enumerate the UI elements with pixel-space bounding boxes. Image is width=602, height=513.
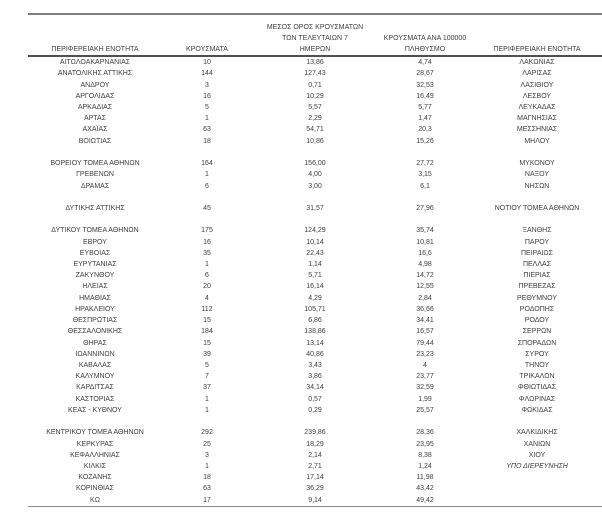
table-row: [28, 225, 602, 236]
header-label-line1: ΚΡΟΥΣΜΑΤΑ ΑΝΑ 100000: [383, 35, 467, 42]
cell-avg7: 3,86: [308, 373, 322, 381]
cell-avg7: 138,86: [304, 328, 326, 336]
cell-per100k: 27,72: [416, 160, 434, 168]
cell-region: ΚΩ: [90, 496, 100, 504]
cell-avg7: 239,86: [304, 429, 326, 437]
table-row: [28, 102, 602, 113]
cell-region: ΕΥΡΥΤΑΝΙΑΣ: [73, 261, 117, 269]
cell-region: ΘΕΣΣΑΛΟΝΙΚΗΣ: [67, 328, 123, 336]
cell-region: ΘΕΣΠΡΩΤΙΑΣ: [72, 317, 118, 325]
top-rule: [28, 13, 602, 15]
cell-region: ΚΟΖΑΝΗΣ: [78, 474, 112, 482]
cell-region2: ΧΙΟΥ: [528, 451, 546, 459]
table-row: [28, 180, 602, 191]
cell-avg7: 5,71: [308, 272, 322, 280]
table-row: [28, 450, 602, 461]
header-cases: [162, 17, 252, 55]
cell-region2: ΣΕΡΡΩΝ: [522, 328, 552, 336]
cell-cases: 16: [203, 238, 211, 246]
cell-region2: ΦΩΚΙΔΑΣ: [521, 406, 553, 414]
cell-avg7: 1,14: [308, 261, 322, 269]
table-row: [28, 237, 602, 248]
cell-cases: 15: [203, 339, 211, 347]
cell-region: ΚΑΒΑΛΑΣ: [78, 362, 112, 370]
cell-avg7: 0,71: [308, 81, 322, 89]
cell-per100k: 23,95: [416, 440, 434, 448]
cell-per100k: 1,24: [418, 462, 432, 470]
table-row: [28, 124, 602, 135]
cell-region: ΚΑΡΔΙΤΣΑΣ: [76, 384, 114, 392]
header-label-line1: ΜΕΣΟΣ ΟΡΟΣ ΚΡΟΥΣΜΑΤΩΝ: [266, 24, 364, 31]
header-regional-unit-left: [28, 17, 162, 55]
cell-avg7: 10,86: [306, 137, 324, 145]
cell-cases: 1: [205, 115, 209, 123]
cell-region: ΒΟΙΩΤΙΑΣ: [78, 137, 112, 145]
cell-cases: 18: [203, 474, 211, 482]
cell-per100k: 35,74: [416, 227, 434, 235]
cell-per100k: 16,6: [418, 249, 432, 257]
cell-avg7: 10,29: [306, 92, 324, 100]
cell-cases: 16: [203, 92, 211, 100]
cell-cases: 4: [205, 294, 209, 302]
cell-region2: ΜΕΣΣΗΝΙΑΣ: [516, 126, 558, 134]
cell-region: ΘΗΡΑΣ: [83, 339, 107, 347]
cell-cases: 5: [205, 362, 209, 370]
cell-avg7: 2,71: [308, 462, 322, 470]
cell-region2: ΜΑΓΝΗΣΙΑΣ: [517, 115, 557, 123]
cell-region2: ΛΕΣΒΟΥ: [522, 92, 552, 100]
table-row: [28, 394, 602, 405]
cell-region: ΔΡΑΜΑΣ: [80, 182, 110, 190]
table-row: [28, 427, 602, 438]
cell-cases: 3: [205, 451, 209, 459]
cell-region2: ΦΛΩΡΙΝΑΣ: [518, 395, 556, 403]
cell-cases: 15: [203, 317, 211, 325]
table-row: [28, 91, 602, 102]
cell-cases: 164: [201, 160, 213, 168]
cell-avg7: 36,29: [306, 485, 324, 493]
cell-region: ΚΕΡΚΥΡΑΣ: [76, 440, 114, 448]
table-row: [28, 304, 602, 315]
header-label-line3: ΗΜΕΡΩΝ: [299, 46, 331, 53]
cell-region2: ΡΟΔΟΠΗΣ: [519, 305, 555, 313]
cell-per100k: 2,84: [418, 294, 432, 302]
cell-avg7: 6,86: [308, 317, 322, 325]
cell-region2: ΞΑΝΘΗΣ: [522, 227, 552, 235]
cell-region: ΙΩΑΝΝΙΝΩΝ: [75, 350, 115, 358]
cell-per100k: 6,1: [420, 182, 430, 190]
cell-per100k: 34,41: [416, 317, 434, 325]
cell-avg7: 13,86: [306, 59, 324, 67]
cell-region2: ΜΥΚΟΝΟΥ: [519, 160, 555, 168]
table-header: [28, 17, 602, 55]
table-row: [28, 360, 602, 371]
cell-per100k: 16,49: [416, 92, 434, 100]
cell-avg7: 22,43: [306, 249, 324, 257]
table-row: [28, 57, 602, 68]
cell-region2: ΠΕΛΛΑΣ: [522, 261, 552, 269]
cell-region: ΓΡΕΒΕΝΩΝ: [76, 171, 114, 179]
cell-cases: 1: [205, 462, 209, 470]
cell-region2: ΝΟΤΙΟΥ ΤΟΜΕΑ ΑΘΗΝΩΝ: [494, 204, 580, 212]
cell-per100k: 32,53: [416, 81, 434, 89]
cell-avg7: 0,29: [308, 406, 322, 414]
cell-per100k: 79,44: [416, 339, 434, 347]
cell-region: ΚΑΛΥΜΝΟΥ: [75, 373, 115, 381]
cell-per100k: 23,23: [416, 350, 434, 358]
cell-region: ΚΟΡΙΝΘΙΑΣ: [76, 485, 114, 493]
cell-cases: 37: [203, 384, 211, 392]
cell-per100k: 32,59: [416, 384, 434, 392]
cell-per100k: 4,74: [418, 59, 432, 67]
table-row: [28, 113, 602, 124]
cell-region2: ΤΗΝΟΥ: [524, 362, 550, 370]
cell-avg7: 54,71: [306, 126, 324, 134]
table-body: [28, 57, 602, 506]
cell-cases: 39: [203, 350, 211, 358]
header-label-line2: ΤΩΝ ΤΕΛΕΥΤΑΙΩΝ 7: [282, 35, 348, 42]
table-row: [28, 169, 602, 180]
table-row: [28, 68, 602, 79]
table-row: [28, 79, 602, 90]
table-row-blank: [28, 147, 602, 158]
cell-region: ΚΕΦΑΛΛΗΝΙΑΣ: [70, 451, 120, 459]
cell-region2: ΝΗΣΩΝ: [524, 182, 550, 190]
bottom-rule: [28, 506, 602, 507]
header-regional-unit-right: [472, 17, 602, 55]
cell-region2: ΣΠΟΡΑΔΩΝ: [517, 339, 557, 347]
table-row-blank: [28, 192, 602, 203]
cell-avg7: 4,29: [308, 294, 322, 302]
cell-region: ΑΡΚΑΔΙΑΣ: [77, 103, 113, 111]
cell-avg7: 156,00: [304, 160, 326, 168]
table-row-blank: [28, 416, 602, 427]
cell-per100k: 12,55: [416, 283, 434, 291]
cell-region: ΑΝΔΡΟΥ: [80, 81, 110, 89]
cell-per100k: 25,57: [416, 406, 434, 414]
table-row: [28, 438, 602, 449]
cell-per100k: 4: [423, 362, 427, 370]
header-label: ΠΕΡΙΦΕΡΕΙΑΚΗ ΕΝΟΤΗΤΑ: [493, 46, 581, 53]
cell-cases: 6: [205, 272, 209, 280]
cell-per100k: 4,98: [418, 261, 432, 269]
cell-avg7: 105,71: [304, 305, 326, 313]
cell-per100k: 1,99: [418, 395, 432, 403]
cell-avg7: 127,43: [304, 70, 326, 78]
cell-avg7: 2,29: [308, 115, 322, 123]
cell-cases: 1: [205, 171, 209, 179]
cell-region2: ΠΑΡΟΥ: [524, 238, 550, 246]
header-avg-7day: [252, 17, 378, 55]
cell-region2: ΠΕΙΡΑΙΩΣ: [521, 249, 553, 257]
cell-region2: ΧΑΝΙΩΝ: [523, 440, 551, 448]
cell-region: ΑΧΑΪΑΣ: [82, 126, 108, 134]
cell-region: ΔΥΤΙΚΟΥ ΤΟΜΕΑ ΑΘΗΝΩΝ: [51, 227, 139, 235]
cell-per100k: 20,3: [418, 126, 432, 134]
table-row: [28, 326, 602, 337]
table-row: [28, 472, 602, 483]
cell-avg7: 34,14: [306, 384, 324, 392]
cell-region: ΒΟΡΕΙΟΥ ΤΟΜΕΑ ΑΘΗΝΩΝ: [50, 160, 140, 168]
table-row-blank: [28, 214, 602, 225]
cell-cases: 144: [201, 70, 213, 78]
cell-region2: ΛΑΣΙΘΙΟΥ: [520, 81, 554, 89]
cell-region2: ΥΠΟ ΔΙΕΡΕΥΝΗΣΗ: [506, 462, 568, 470]
cell-cases: 1: [205, 261, 209, 269]
cell-region2: ΡΕΘΥΜΝΟΥ: [516, 294, 557, 302]
cell-region: ΑΙΤΩΛΟΑΚΑΡΝΑΝΙΑΣ: [59, 59, 131, 67]
cell-region: ΚΙΛΚΙΣ: [83, 462, 107, 470]
cell-per100k: 14,72: [416, 272, 434, 280]
header-cases-per-100k: [378, 17, 472, 55]
cell-cases: 184: [201, 328, 213, 336]
cell-per100k: 3,15: [418, 171, 432, 179]
cell-region2: ΜΗΛΟΥ: [524, 137, 550, 145]
cell-region2: ΧΑΛΚΙΔΙΚΗΣ: [516, 429, 558, 437]
cell-per100k: 23,77: [416, 373, 434, 381]
table-row: [28, 158, 602, 169]
cell-avg7: 16,14: [306, 283, 324, 291]
cell-cases: 20: [203, 283, 211, 291]
cell-region: ΚΑΣΤΟΡΙΑΣ: [75, 395, 115, 403]
cell-region: ΚΕΝΤΡΙΚΟΥ ΤΟΜΕΑ ΑΘΗΝΩΝ: [46, 429, 144, 437]
cell-region2: ΣΥΡΟΥ: [525, 350, 549, 358]
cell-per100k: 8,38: [418, 451, 432, 459]
cell-region2: ΛΑΡΙΣΑΣ: [522, 70, 552, 78]
cell-region2: ΦΘΙΩΤΙΔΑΣ: [517, 384, 557, 392]
table-row: [28, 259, 602, 270]
cell-region: ΗΜΑΘΙΑΣ: [79, 294, 111, 302]
table-row: [28, 270, 602, 281]
cell-cases: 1: [205, 395, 209, 403]
cell-avg7: 10,14: [306, 238, 324, 246]
cell-per100k: 16,57: [416, 328, 434, 336]
cell-cases: 10: [203, 59, 211, 67]
cell-region2: ΛΑΚΩΝΙΑΣ: [519, 59, 555, 67]
table-row: [28, 203, 602, 214]
cell-avg7: 124,29: [304, 227, 326, 235]
cell-region: ΑΡΓΟΛΙΔΑΣ: [75, 92, 115, 100]
cell-region: ΖΑΚΥΝΘΟΥ: [75, 272, 115, 280]
cell-avg7: 17,14: [306, 474, 324, 482]
cell-cases: 63: [203, 126, 211, 134]
table-row: [28, 337, 602, 348]
cell-region: ΕΒΡΟΥ: [83, 238, 107, 246]
cell-cases: 18: [203, 137, 211, 145]
table-row: [28, 281, 602, 292]
cell-per100k: 49,42: [416, 496, 434, 504]
table-row: [28, 349, 602, 360]
cell-cases: 63: [203, 485, 211, 493]
cell-per100k: 5,77: [418, 103, 432, 111]
table-row: [28, 248, 602, 259]
cell-avg7: 0,57: [308, 395, 322, 403]
cell-cases: 25: [203, 440, 211, 448]
header-label: ΠΕΡΙΦΕΡΕΙΑΚΗ ΕΝΟΤΗΤΑ: [51, 46, 139, 53]
cell-cases: 1: [205, 406, 209, 414]
cell-region2: ΤΡΙΚΑΛΩΝ: [519, 373, 555, 381]
cell-region: ΑΡΤΑΣ: [83, 115, 107, 123]
cell-per100k: 28,36: [416, 429, 434, 437]
cell-avg7: 31,57: [306, 204, 324, 212]
cell-per100k: 11,98: [416, 474, 434, 482]
table-row: [28, 293, 602, 304]
cell-region: ΚΕΑΣ - ΚΥΘΝΟΥ: [68, 406, 122, 414]
cell-per100k: 10,81: [416, 238, 434, 246]
cell-cases: 3: [205, 81, 209, 89]
table-row: [28, 461, 602, 472]
cell-region: ΑΝΑΤΟΛΙΚΗΣ ΑΤΤΙΚΗΣ: [57, 70, 133, 78]
cell-cases: 175: [201, 227, 213, 235]
cell-cases: 5: [205, 103, 209, 111]
cell-avg7: 9,14: [308, 496, 322, 504]
cell-cases: 292: [201, 429, 213, 437]
cell-per100k: 43,42: [416, 485, 434, 493]
cell-avg7: 18,29: [306, 440, 324, 448]
cell-cases: 6: [205, 182, 209, 190]
cell-region2: ΝΑΞΟΥ: [524, 171, 550, 179]
cell-avg7: 2,14: [308, 451, 322, 459]
cell-avg7: 3,00: [308, 182, 322, 190]
table-row: [28, 371, 602, 382]
cell-cases: 7: [205, 373, 209, 381]
cell-avg7: 5,57: [308, 103, 322, 111]
table-row: [28, 495, 602, 506]
cell-per100k: 1,47: [418, 115, 432, 123]
table-row: [28, 315, 602, 326]
table-row: [28, 483, 602, 494]
cell-cases: 45: [203, 204, 211, 212]
header-label: ΚΡΟΥΣΜΑΤΑ: [186, 46, 228, 53]
cell-region2: ΡΟΔΟΥ: [524, 317, 550, 325]
cell-per100k: 15,26: [416, 137, 434, 145]
table-row: [28, 405, 602, 416]
table-row: [28, 136, 602, 147]
cell-cases: 17: [203, 496, 211, 504]
cell-region2: ΠΙΕΡΙΑΣ: [523, 272, 551, 280]
cell-region2: ΠΡΕΒΕΖΑΣ: [518, 283, 556, 291]
cell-region: ΔΥΤΙΚΗΣ ΑΤΤΙΚΗΣ: [65, 204, 125, 212]
cell-per100k: 28,67: [416, 70, 434, 78]
cell-avg7: 13,14: [306, 339, 324, 347]
header-label-line2: ΠΛΗΘΥΣΜΟ: [404, 46, 446, 53]
cell-region: ΗΛΕΙΑΣ: [82, 283, 108, 291]
table-row: [28, 382, 602, 393]
cell-per100k: 27,96: [416, 204, 434, 212]
cell-cases: 35: [203, 249, 211, 257]
cell-avg7: 3,43: [308, 362, 322, 370]
cell-avg7: 40,86: [306, 350, 324, 358]
cell-avg7: 4,00: [308, 171, 322, 179]
cell-region: ΗΡΑΚΛΕΙΟΥ: [75, 305, 115, 313]
cell-region2: ΛΕΥΚΑΔΑΣ: [518, 103, 556, 111]
cell-cases: 112: [201, 305, 213, 313]
cell-per100k: 36,66: [416, 305, 434, 313]
cell-region: ΕΥΒΟΙΑΣ: [79, 249, 111, 257]
